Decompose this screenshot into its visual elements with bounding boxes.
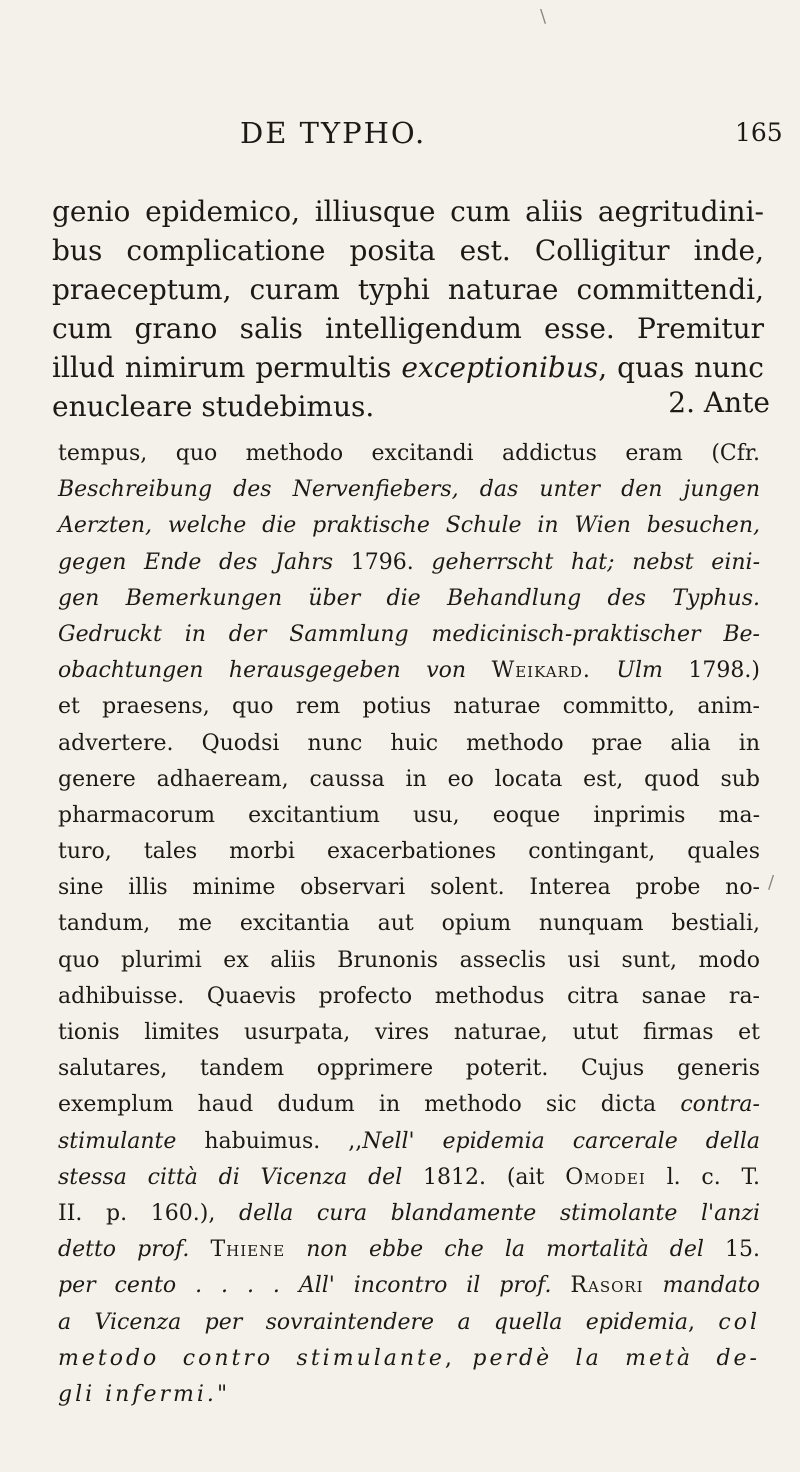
margin-mark-top: \ bbox=[540, 6, 547, 27]
section-number: 2. Ante bbox=[668, 386, 770, 419]
text-line: stimulante habuimus. ,,Nell' epidemia carcerale della bbox=[58, 1128, 760, 1154]
text-line: illud nimirum permultis exceptionibus, quas nunc bbox=[52, 351, 764, 384]
text-line: gen Bemerkungen über die Behandlung des Typhus. bbox=[58, 585, 760, 611]
text-line: salutares, tandem opprimere poterit. Cujus generis bbox=[58, 1056, 760, 1082]
margin-mark-right: / bbox=[768, 872, 775, 893]
text-line: a Vicenza per sovraintendere a quella epidemia, col bbox=[58, 1309, 760, 1335]
text-line: tionis limites usurpata, vires naturae, utut firmas et bbox=[58, 1020, 760, 1045]
text-line: Beschreibung des Nervenfiebers, das unter den jungen bbox=[58, 477, 760, 503]
page-number: 165 bbox=[735, 118, 783, 147]
text-line: detto prof. Thiene non ebbe che la mortalità del 15. bbox=[58, 1237, 761, 1263]
text-line: gli infermi." bbox=[58, 1381, 228, 1407]
text-line: per cento . . . . All' incontro il prof. Rasori mandato bbox=[58, 1273, 761, 1299]
text-line: enucleare studebimus. bbox=[52, 390, 375, 423]
text-line: stessa città di Vicenza del 1812. (ait Omodei l. c. T. bbox=[58, 1164, 760, 1190]
text-line: pharmacorum excitantium usu, eoque inprimis ma- bbox=[58, 802, 760, 828]
text-line: sine illis minime observari solent. Interea probe no- bbox=[58, 875, 760, 901]
text-line: genio epidemico, illiusque cum aliis aegritudini- bbox=[52, 195, 764, 228]
text-line: turo, tales morbi exacerbationes contingant, quales bbox=[58, 839, 760, 865]
text-line: metodo contro stimulante, perdè la metà de- bbox=[58, 1345, 760, 1371]
text-line: Aerzten, welche die praktische Schule in Wien besuchen, bbox=[58, 513, 760, 539]
paragraph-2 bbox=[58, 436, 760, 1413]
text-line: et praesens, quo rem potius naturae committo, anim- bbox=[58, 694, 760, 720]
text-line: praeceptum, curam typhi naturae committendi, bbox=[52, 273, 764, 306]
text-line: tandum, me excitantia aut opium nunquam bestiali, bbox=[58, 911, 760, 937]
text-line: advertere. Quodsi nunc huic methodo prae alia in bbox=[58, 730, 760, 756]
text-line: II. p. 160.), della cura blandamente stimolante l'anzi bbox=[58, 1200, 760, 1226]
text-line: tempus, quo methodo excitandi addictus eram (Cfr. bbox=[58, 441, 760, 466]
text-line: adhibuisse. Quaevis profecto methodus citra sanae ra- bbox=[58, 983, 760, 1009]
text-line: quo plurimi ex aliis Brunonis asseclis usi sunt, modo bbox=[58, 947, 760, 973]
text-line: obachtungen herausgegeben von Weikard. Ulm 1798.) bbox=[58, 658, 760, 684]
text-line: gegen Ende des Jahrs 1796. geherrscht hat; nebst eini- bbox=[58, 549, 761, 575]
text-line: genere adhaeream, caussa in eo locata est, quod sub bbox=[58, 766, 760, 792]
text-line: bus complicatione posita est. Colligitur inde, bbox=[52, 234, 764, 267]
text-line: exemplum haud dudum in methodo sic dicta contra- bbox=[58, 1092, 760, 1118]
page-header bbox=[0, 116, 800, 156]
paragraph-1 bbox=[52, 192, 764, 426]
running-head: DE TYPHO. bbox=[240, 116, 427, 150]
text-line: Gedruckt in der Sammlung medicinisch-praktischer Be- bbox=[58, 621, 760, 647]
text-line: cum grano salis intelligendum esse. Premitur bbox=[52, 312, 764, 345]
